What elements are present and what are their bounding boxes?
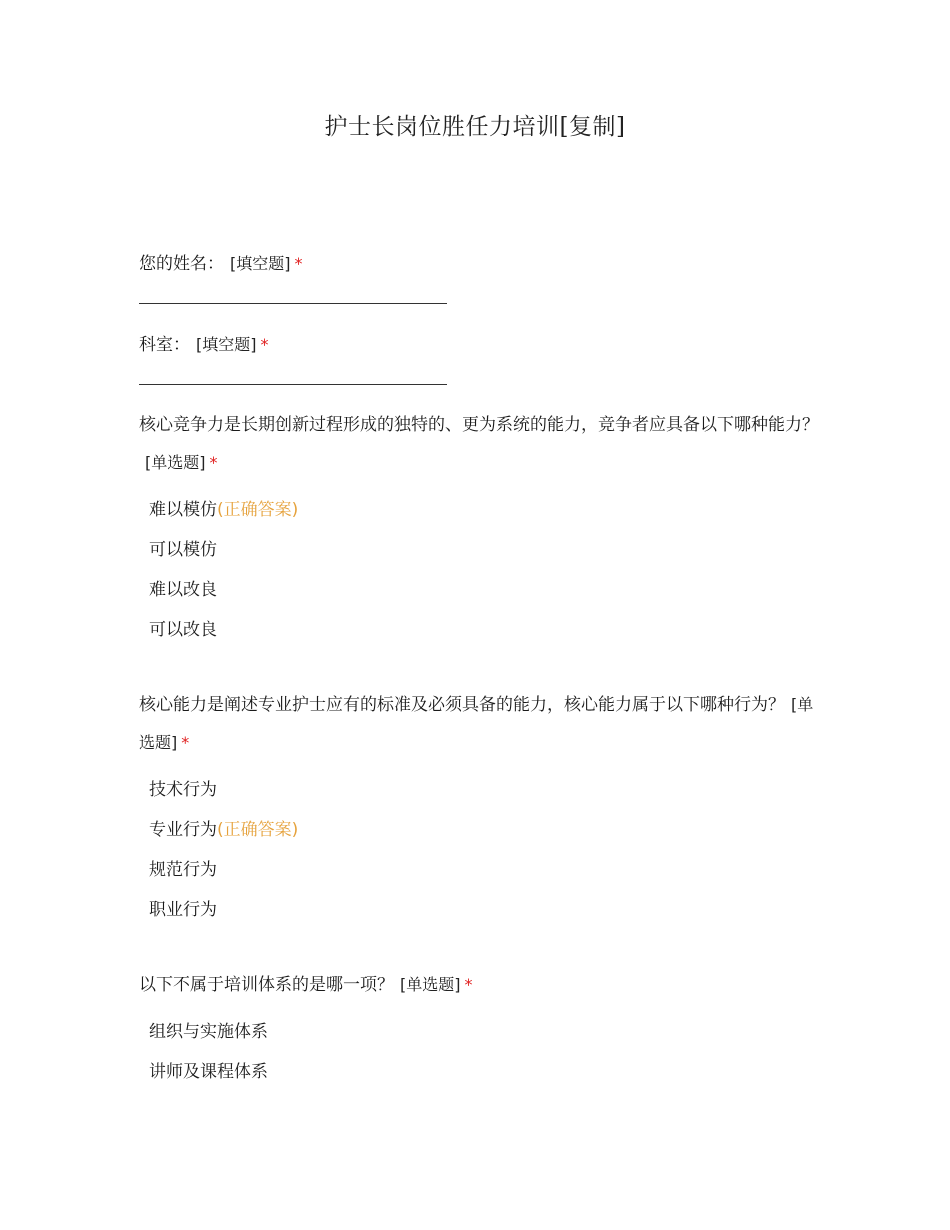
question-type: [单选题] (400, 975, 461, 994)
question-text: 核心竞争力是长期创新过程形成的独特的、更为系统的能力，竞争者应具备以下哪种能力？ (139, 415, 819, 435)
option-item[interactable] (139, 770, 819, 810)
question-department (139, 326, 819, 385)
required-mark: * (209, 453, 218, 472)
question-name (139, 245, 819, 304)
option-label: 可以改良 (149, 620, 217, 640)
question-training-system (139, 966, 819, 1092)
option-item[interactable] (139, 570, 819, 610)
option-label: 技术行为 (149, 780, 217, 800)
required-mark: * (464, 975, 473, 994)
question-type: [填空题] (196, 335, 257, 354)
option-item[interactable] (139, 530, 819, 570)
option-label: 组织与实施体系 (149, 1022, 268, 1042)
department-fill-line[interactable] (139, 384, 447, 385)
option-label: 规范行为 (149, 860, 217, 880)
name-fill-line[interactable] (139, 303, 447, 304)
question-type: [单选题] (139, 695, 814, 752)
required-mark: * (294, 254, 303, 273)
option-list (139, 1012, 819, 1092)
page-title: 护士长岗位胜任力培训[复制] (324, 114, 626, 140)
option-item[interactable] (139, 1052, 819, 1092)
option-list (139, 490, 819, 650)
option-label: 可以模仿 (149, 540, 217, 560)
option-label: 难以改良 (149, 580, 217, 600)
question-type: [单选题] (145, 453, 206, 472)
question-text: 您的姓名： (139, 254, 224, 274)
question-text: 核心能力是阐述专业护士应有的标准及必须具备的能力，核心能力属于以下哪种行为？ (139, 695, 785, 715)
question-header (139, 326, 819, 364)
option-item[interactable] (139, 890, 819, 930)
option-item[interactable] (139, 850, 819, 890)
question-header (139, 406, 819, 482)
option-label: 难以模仿 (149, 500, 217, 520)
question-text: 科室： (139, 335, 190, 355)
question-core-ability (139, 686, 819, 930)
question-text: 以下不属于培训体系的是哪一项？ (139, 975, 394, 995)
option-item[interactable] (139, 1012, 819, 1052)
option-label: 职业行为 (149, 900, 217, 920)
option-item[interactable] (139, 490, 819, 530)
correct-answer-tag: (正确答案) (217, 500, 299, 520)
question-type: [填空题] (230, 254, 291, 273)
option-label: 专业行为 (149, 820, 217, 840)
option-label: 讲师及课程体系 (149, 1062, 268, 1082)
question-header (139, 245, 819, 283)
question-core-competence (139, 406, 819, 650)
required-mark: * (181, 733, 190, 752)
correct-answer-tag: (正确答案) (217, 820, 299, 840)
option-item[interactable] (139, 810, 819, 850)
question-header (139, 966, 819, 1004)
option-list (139, 770, 819, 930)
question-header (139, 686, 819, 762)
option-item[interactable] (139, 610, 819, 650)
required-mark: * (260, 335, 269, 354)
